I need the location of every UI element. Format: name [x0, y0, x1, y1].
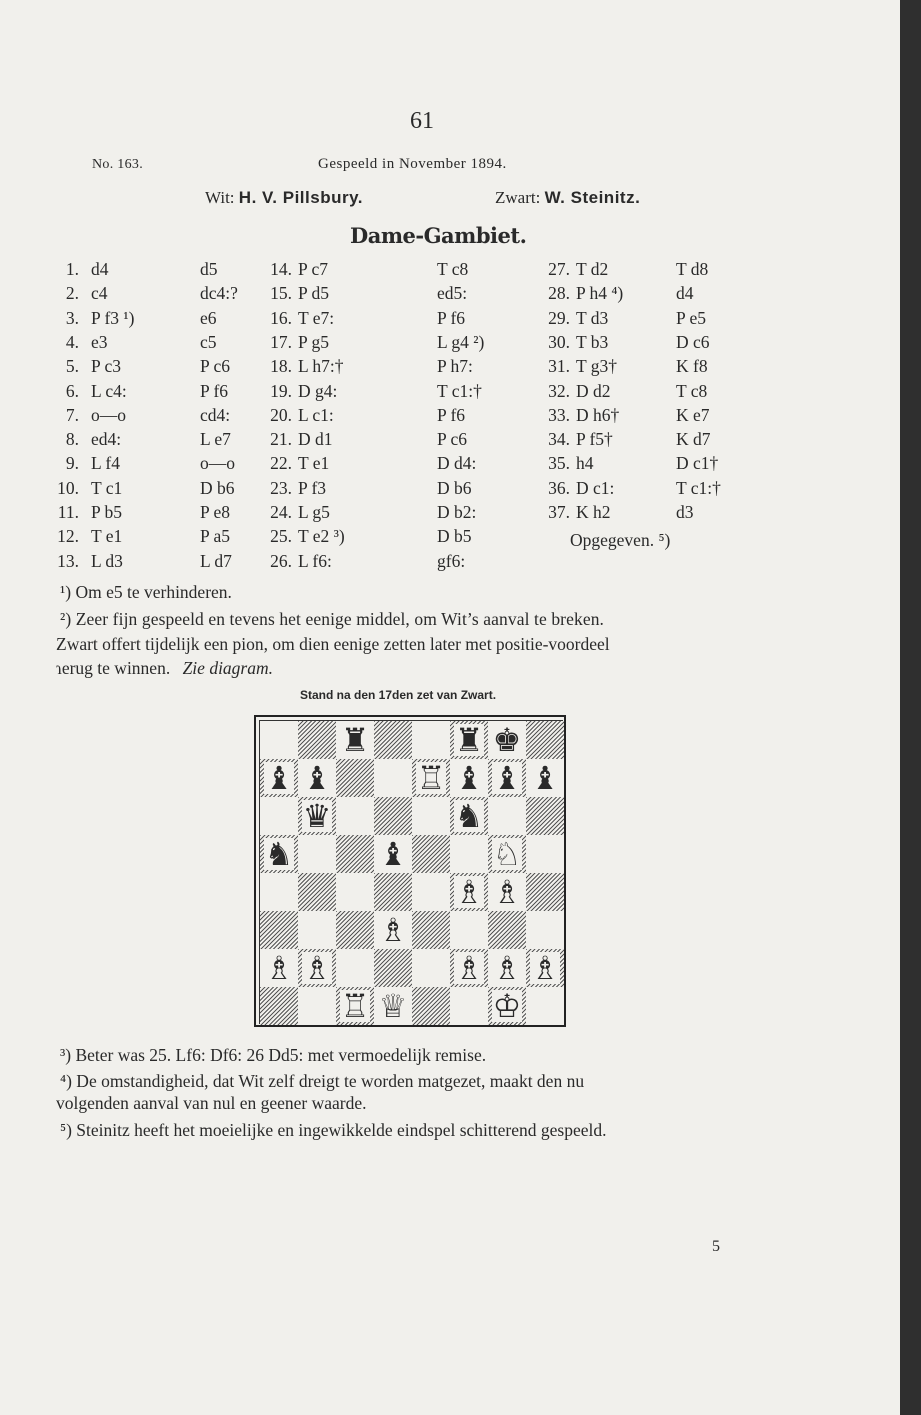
footnote-1: ¹) Om e5 te verhinderen.	[60, 582, 232, 602]
board-square	[336, 797, 374, 835]
board-square	[526, 835, 564, 873]
black-player: W. Steinitz.	[544, 188, 641, 207]
black-move: D b5	[437, 526, 472, 547]
chess-piece: ♔	[492, 987, 522, 1025]
diagram-caption: Stand na den 17den zet van Zwart.	[300, 688, 497, 702]
black-move: c5	[200, 331, 217, 352]
chess-piece: ♗	[492, 949, 522, 987]
white-move: T c1	[91, 477, 123, 498]
black-move: D b6	[437, 477, 472, 498]
move-number: 2.	[65, 283, 79, 304]
footnote-2-line-2: Zwart offert tijdelijk een pion, om dien eenige zetten later met positie-voordeel	[56, 634, 610, 654]
move-number: 23.	[270, 477, 292, 498]
move-number: 4.	[65, 331, 79, 352]
footnote-5: ⁵) Steinitz heeft het moeielijke en ingewikkelde eindspel schitterend gespeeld.	[60, 1120, 607, 1140]
move-number: 21.	[270, 429, 292, 450]
black-move: P c6	[437, 429, 467, 450]
board-square	[336, 873, 374, 911]
board-square	[298, 759, 336, 797]
board-square	[526, 873, 564, 911]
board-square	[374, 797, 412, 835]
white-player: H. V. Pillsbury.	[238, 188, 364, 207]
chess-piece: ♖	[340, 987, 370, 1025]
white-move: T g3†	[576, 356, 617, 377]
black-move: L d7	[200, 550, 232, 571]
white-move: T e1	[91, 526, 123, 547]
board-square	[488, 987, 526, 1025]
resigned-text: Opgegeven. ⁵)	[570, 530, 671, 550]
move-number: 36.	[548, 477, 570, 498]
game-number: No. 163.	[92, 157, 144, 172]
black-move: T d8	[676, 259, 709, 279]
board-square	[450, 721, 488, 759]
footnote-2-text: ɿerug te winnen.	[56, 658, 171, 678]
black-move: P f6	[437, 404, 466, 425]
board-square	[450, 911, 488, 949]
board-square	[412, 949, 450, 987]
chess-piece: ♜	[340, 721, 370, 759]
white-move: D d1	[298, 429, 333, 450]
chess-piece: ♗	[378, 911, 408, 949]
footnote-3: ³) Beter was 25. Lf6: Df6: 26 Dd5: met vermoedelijk remise.	[60, 1045, 487, 1065]
white-move: P d5	[298, 283, 329, 304]
white-move: P f3	[298, 477, 327, 498]
move-number: 12.	[57, 526, 79, 547]
white-move: D c1:	[576, 477, 615, 498]
board-square	[488, 873, 526, 911]
white-move: L d3	[91, 550, 123, 571]
board-square	[412, 759, 450, 797]
board-square	[336, 987, 374, 1025]
white-move: P c3	[91, 356, 121, 377]
white-move: P h4 ⁴)	[576, 283, 624, 304]
white-move: K h2	[576, 502, 611, 522]
white-move: L f4	[91, 453, 120, 474]
board-square	[260, 873, 298, 911]
board-square	[488, 835, 526, 873]
see-diagram: Zie diagram.	[182, 658, 274, 678]
black-move: d3	[676, 502, 694, 522]
chess-piece: ♝	[530, 759, 560, 797]
board-square	[412, 911, 450, 949]
move-number: 17.	[270, 331, 292, 352]
move-number: 19.	[270, 380, 292, 401]
move-number: 27.	[548, 259, 570, 279]
black-move: K d7	[676, 429, 711, 450]
black-move: K e7	[676, 404, 710, 425]
move-number: 29.	[548, 307, 570, 328]
move-number: 9.	[65, 453, 79, 474]
board-square	[298, 721, 336, 759]
move-number: 11.	[57, 502, 79, 522]
board-square	[412, 835, 450, 873]
black-move: cd4:	[200, 404, 231, 425]
page-number: 61	[410, 108, 434, 134]
black-move: ed5:	[437, 283, 468, 304]
black-label: Zwart:	[495, 188, 541, 207]
move-number: 31.	[548, 356, 570, 377]
move-number: 24.	[270, 502, 292, 522]
white-move: L c4:	[91, 380, 127, 401]
move-number: 30.	[548, 331, 570, 352]
white-move: D h6†	[576, 404, 620, 425]
board-square	[488, 759, 526, 797]
chess-piece: ♘	[492, 835, 522, 873]
white-move: e3	[91, 331, 108, 352]
chess-piece: ♜	[454, 721, 484, 759]
chess-piece: ♞	[264, 835, 294, 873]
move-number: 26.	[270, 550, 292, 571]
white-move: T d3	[576, 307, 609, 328]
chess-piece: ♝	[492, 759, 522, 797]
footnote-2-line-3	[56, 658, 273, 679]
board-square	[526, 797, 564, 835]
white-move: T e2 ³)	[298, 526, 345, 547]
board-square	[374, 873, 412, 911]
board-square	[260, 797, 298, 835]
board-square	[450, 949, 488, 987]
board-square	[412, 721, 450, 759]
black-move: P c6	[200, 356, 230, 377]
board-square	[488, 911, 526, 949]
move-number: 5.	[65, 356, 79, 377]
played-date: Gespeeld in November 1894.	[318, 156, 507, 172]
move-number: 1.	[65, 259, 79, 279]
chess-piece: ♖	[416, 759, 446, 797]
chess-piece: ♗	[454, 949, 484, 987]
board-square	[260, 759, 298, 797]
black-move: L e7	[200, 429, 231, 450]
black-move: D d4:	[437, 453, 477, 474]
move-number: 22.	[270, 453, 292, 474]
chess-piece: ♗	[264, 949, 294, 987]
black-move: e6	[200, 307, 217, 328]
board-square	[336, 949, 374, 987]
black-move: T c1:†	[676, 477, 721, 498]
black-move: dc4:?	[200, 283, 238, 304]
move-number: 8.	[65, 429, 79, 450]
board-square	[488, 949, 526, 987]
page-edge	[900, 0, 921, 1415]
white-move: L f6:	[298, 550, 332, 571]
move-number: 14.	[270, 259, 292, 279]
board-square	[336, 835, 374, 873]
chess-piece: ♝	[264, 759, 294, 797]
chess-piece: ♝	[454, 759, 484, 797]
footnote-4-line-2: volgenden aanval van nul en geener waarde.	[56, 1093, 367, 1113]
chess-piece: ♞	[454, 797, 484, 835]
board-square	[526, 911, 564, 949]
board-square	[450, 987, 488, 1025]
board-square	[450, 835, 488, 873]
black-move: D b2:	[437, 502, 477, 522]
move-number: 15.	[270, 283, 292, 304]
board-square	[526, 721, 564, 759]
board-square	[336, 759, 374, 797]
black-move: gf6:	[437, 550, 466, 571]
chess-piece: ♛	[302, 797, 332, 835]
black-move: D c6	[676, 331, 710, 352]
board-square	[526, 949, 564, 987]
board-square	[260, 949, 298, 987]
black-player-line	[495, 188, 640, 208]
board-square	[298, 949, 336, 987]
black-move: T c8	[676, 380, 708, 401]
white-move: P c7	[298, 259, 328, 279]
board-square	[298, 797, 336, 835]
board-square	[526, 759, 564, 797]
board-square	[260, 835, 298, 873]
opening-title: Dame-Gambiet.	[350, 223, 527, 248]
move-number: 7.	[65, 404, 79, 425]
chess-piece: ♗	[302, 949, 332, 987]
white-move: D d2	[576, 380, 611, 401]
board-square	[298, 911, 336, 949]
move-number: 33.	[548, 404, 570, 425]
move-number: 16.	[270, 307, 292, 328]
black-move: P e5	[676, 307, 706, 328]
black-move: D b6	[200, 477, 235, 498]
white-move: P g5	[298, 331, 329, 352]
chess-piece: ♗	[454, 873, 484, 911]
move-number: 13.	[57, 550, 79, 571]
board-square	[298, 987, 336, 1025]
black-move: P a5	[200, 526, 230, 547]
move-number: 18.	[270, 356, 292, 377]
white-move: L g5	[298, 502, 330, 522]
white-move: d4	[91, 259, 109, 279]
move-number: 34.	[548, 429, 570, 450]
board-square	[374, 987, 412, 1025]
board-square	[260, 721, 298, 759]
white-move: P b5	[91, 502, 122, 522]
black-move: D c1†	[676, 453, 719, 474]
board-square	[412, 987, 450, 1025]
white-move: h4	[576, 453, 594, 474]
board-square	[374, 911, 412, 949]
board-square	[336, 911, 374, 949]
chess-piece: ♕	[378, 987, 408, 1025]
move-number: 6.	[65, 380, 79, 401]
white-move: ed4:	[91, 429, 122, 450]
black-move: P e8	[200, 502, 230, 522]
black-move: P h7:	[437, 356, 473, 377]
footnote-4-line-1: ⁴) De omstandigheid, dat Wit zelf dreigt te worden matgezet, maakt den nu	[60, 1071, 585, 1091]
board-square	[336, 721, 374, 759]
chess-diagram	[254, 715, 566, 1027]
board-square	[450, 759, 488, 797]
chess-piece: ♗	[530, 949, 560, 987]
board-square	[450, 873, 488, 911]
white-move: T e7:	[298, 307, 335, 328]
white-move: T d2	[576, 259, 609, 279]
chess-piece: ♚	[492, 721, 522, 759]
white-move: c4	[91, 283, 108, 304]
board-square	[488, 721, 526, 759]
chess-piece: ♗	[492, 873, 522, 911]
board-square	[298, 873, 336, 911]
board-square	[526, 987, 564, 1025]
black-move: K f8	[676, 356, 708, 377]
chess-piece: ♝	[378, 835, 408, 873]
black-move: d5	[200, 259, 218, 279]
black-move: P f6	[200, 380, 229, 401]
white-move: P f3 ¹)	[91, 307, 135, 328]
move-number: 20.	[270, 404, 292, 425]
black-move: d4	[676, 283, 694, 304]
board-square	[374, 949, 412, 987]
board-square	[450, 797, 488, 835]
white-move: P f5†	[576, 429, 613, 450]
sheet-number: 5	[712, 1238, 720, 1255]
board-square	[374, 759, 412, 797]
board-square	[260, 911, 298, 949]
white-move: T e1	[298, 453, 330, 474]
black-move: T c8	[437, 259, 469, 279]
board-square	[260, 987, 298, 1025]
white-label: Wit:	[205, 188, 235, 207]
move-number: 37.	[548, 502, 570, 522]
board-square	[412, 873, 450, 911]
white-move: o—o	[91, 404, 126, 425]
black-move: T c1:†	[437, 380, 482, 401]
board-square	[298, 835, 336, 873]
board-square	[374, 835, 412, 873]
white-player-line	[205, 188, 363, 208]
chess-board	[259, 720, 563, 1024]
move-number: 3.	[65, 307, 79, 328]
white-move: D g4:	[298, 380, 338, 401]
white-move: L c1:	[298, 404, 334, 425]
chess-piece: ♝	[302, 759, 332, 797]
move-number: 32.	[548, 380, 570, 401]
board-square	[412, 797, 450, 835]
board-square	[488, 797, 526, 835]
black-move: L g4 ²)	[437, 331, 485, 352]
white-move: T b3	[576, 331, 609, 352]
move-number: 25.	[270, 526, 292, 547]
move-number: 35.	[548, 453, 570, 474]
footnote-2-line-1: ²) Zeer fijn gespeeld en tevens het eenige middel, om Wit’s aanval te breken.	[60, 609, 605, 629]
board-square	[374, 721, 412, 759]
white-move: L h7:†	[298, 356, 344, 377]
black-move: o—o	[200, 453, 235, 474]
move-number: 28.	[548, 283, 570, 304]
move-number: 10.	[57, 477, 79, 498]
black-move: P f6	[437, 307, 466, 328]
